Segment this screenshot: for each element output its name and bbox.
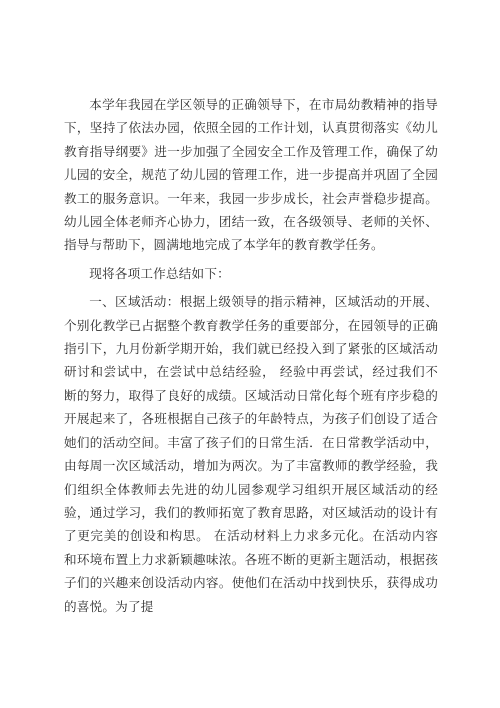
summary-lead-paragraph: 现将各项工作总结如下：: [89, 265, 230, 281]
intro-paragraph: 本学年我园在学区领导的正确领导下，在市局幼教精神的指导下，坚持了依法办园，依照全园的工作计划，认真贯彻落实《幼儿教育指导纲要》进一步加强了全园安全工作及管理工作，确保了幼儿园的安全，规范了幼儿园的管理工作，进一步提高并巩固了全园教工的服务意识。一年来，我园一步步成长，社会声誉稳步提高。幼儿园全体老师齐心协力，团结一致，在各级领导、老师的关怀、指导与帮助下，圆满地地完成了本学年的教育教学任务。: [64, 97, 438, 253]
area-activity-paragraph: 一、区域活动：根据上级领导的指示精神，区域活动的开展、个别化教学已占据整个教育教学任务的重要部分，在园领导的正确指引下，九月份新学期开始，我们就已经投入到了紧张的区域活动研讨和尝试中，在尝试中总结经验， 经验中再尝试，经过我们不断的努力，取得了良好的成绩。区域活动日常化每个班有序步稳的开展起来了，各班根据自己孩子的年龄特点，为孩子们创设了适合她们的活动空间。丰富了孩子们的日常生活．在日常教学活动中，由每周一次区域活动，增加为两次。为了丰富教师的教学经验，我们组织全体教师去先进的幼儿园参观学习组织开展区域活动的经验，通过学习，我们的教师拓宽了教育思路，对区域活动的设计有了更完美的创设和构思。 在活动材料上力求多元化。在活动内容和环境布置上力求新颖趣味浓。各班不断的更新主题活动，根据孩子们的兴趣来创设活动内容。使他们在活动中找到快乐，获得成功的喜悦。为了提: [64, 294, 438, 614]
